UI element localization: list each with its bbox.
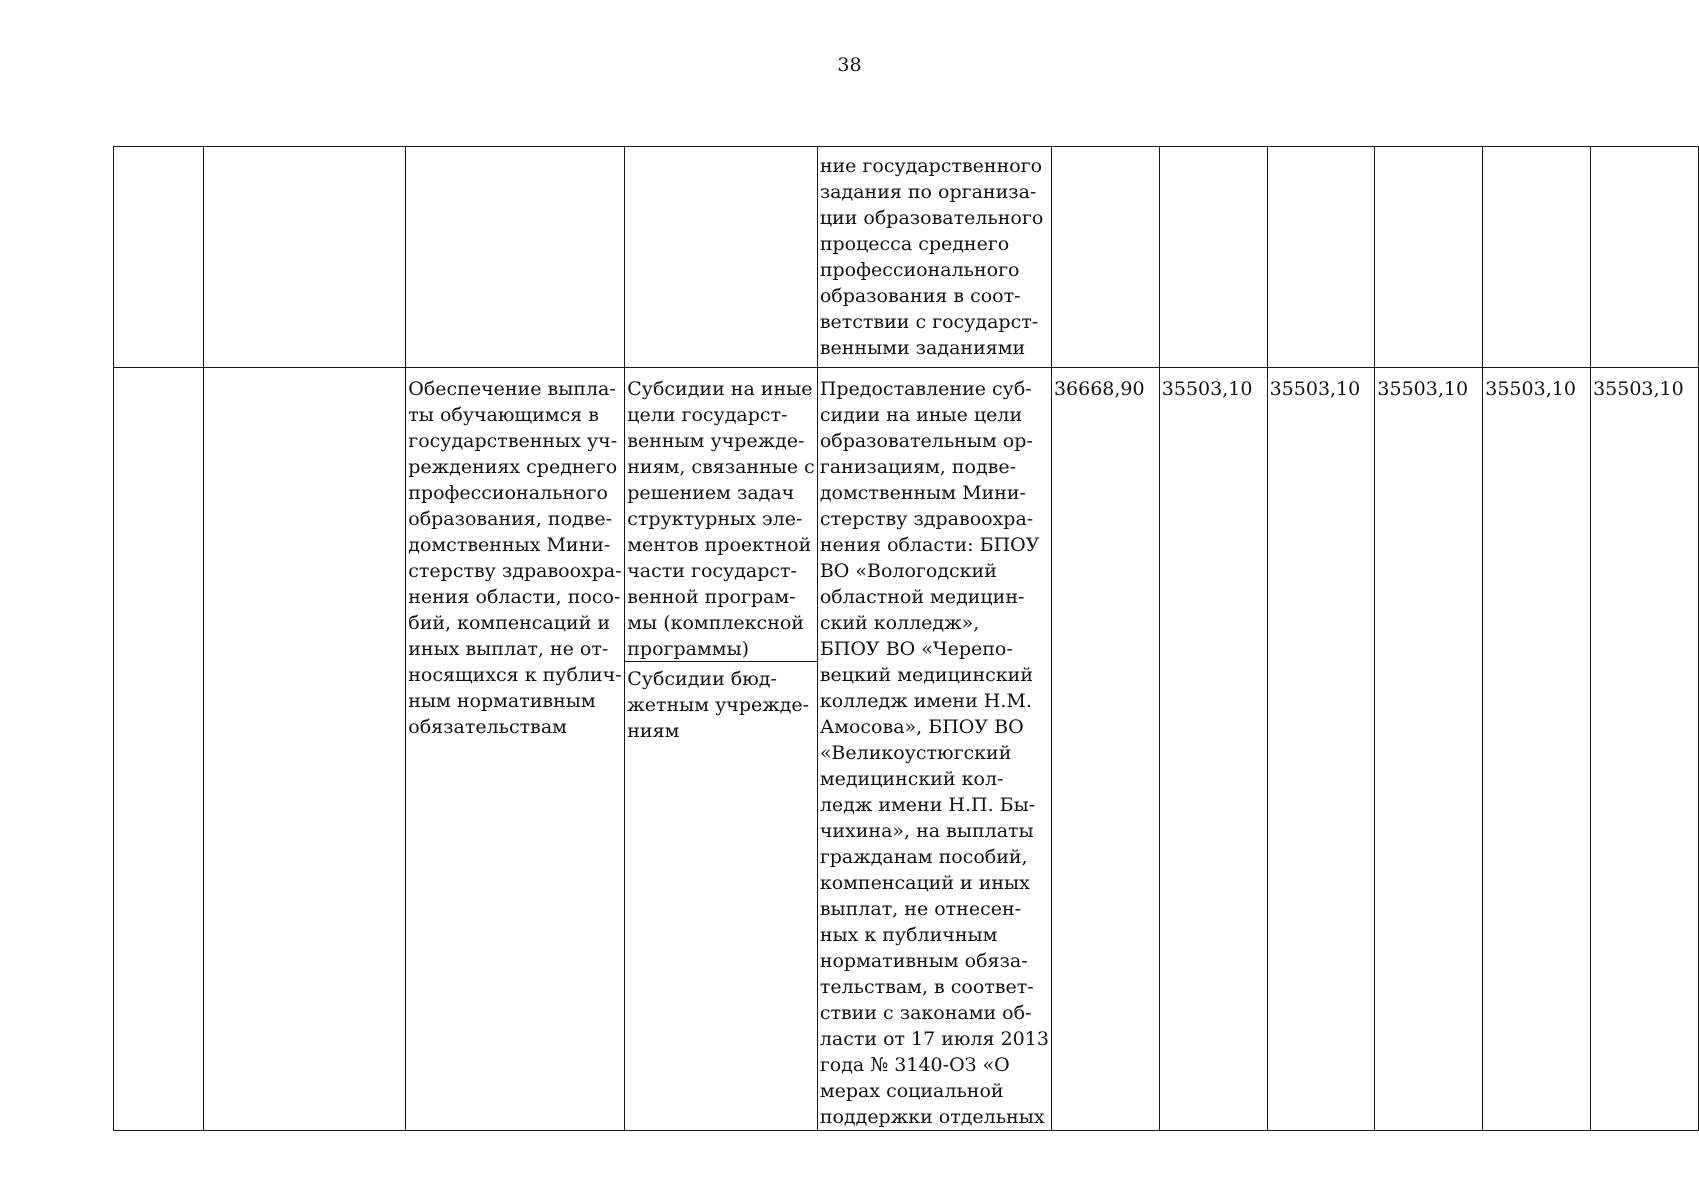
value-cell: 35503,10: [1159, 368, 1267, 1131]
table-row-continued: [114, 147, 1699, 368]
text-line: профессионального: [408, 482, 608, 504]
text-line: ветствии с государст-: [819, 311, 1039, 333]
cell-empty: [1375, 147, 1483, 368]
text-line: чихина», на выплаты: [819, 820, 1034, 842]
text-line: стерству здравоохра-: [819, 508, 1034, 530]
text-line: Субсидии на иные: [627, 378, 813, 400]
cell-empty: [1159, 147, 1267, 368]
text-line: образовательным ор-: [819, 430, 1033, 452]
text-line: ледж имени Н.П. Бы-: [819, 794, 1036, 816]
page-number: 38: [837, 54, 862, 76]
text-line: домственных Мини-: [408, 534, 611, 556]
funding-type-1: [625, 368, 817, 662]
text-line: ласти от 17 июля 2013: [819, 1028, 1049, 1050]
text-line: мерах социальной: [819, 1080, 1004, 1102]
text-line: ниям: [627, 720, 680, 742]
text-line: ствии с законами об-: [819, 1002, 1032, 1024]
text-line: гражданам пособий,: [819, 846, 1028, 868]
text-line: мы (комплексной: [627, 612, 804, 634]
text-line: тельствам, в соответ-: [819, 976, 1034, 998]
cell-empty: [1051, 147, 1159, 368]
text-line: нормативным обяза-: [819, 950, 1028, 972]
event-description-cell: [817, 368, 1051, 1131]
funding-type-2: [625, 662, 817, 744]
cell-empty: [203, 368, 405, 1131]
text-line: выплат, не отнесен-: [819, 898, 1022, 920]
text-line: домственным Мини-: [819, 482, 1026, 504]
text-line: ганизациям, подве-: [819, 456, 1017, 478]
program-table: [113, 146, 1699, 1131]
text-line: БПОУ ВО «Черепо-: [819, 638, 1013, 660]
text-line: нения области: БПОУ: [819, 534, 1040, 556]
text-line: сидии на иные цели: [819, 404, 1023, 426]
text-line: Субсидии бюд-: [627, 668, 777, 690]
text-line: решением задач: [627, 482, 795, 504]
text-line: бий, компенсаций и: [408, 612, 610, 634]
cell-empty: [406, 147, 625, 368]
cell-empty: [1267, 147, 1375, 368]
funding-type-cell: [625, 368, 818, 1131]
text-line: программы): [627, 638, 750, 660]
text-line: Обеспечение выпла-: [408, 378, 616, 400]
text-line: процесса среднего: [819, 233, 1010, 255]
text-line: ментов проектной: [627, 534, 812, 556]
text-line: венным учрежде-: [627, 430, 805, 452]
cell-empty: [1483, 147, 1591, 368]
text-line: года № 3140-ОЗ «О: [819, 1054, 1010, 1076]
text-line: «Великоустюгский: [819, 742, 1012, 764]
table-row-measure: [114, 368, 1699, 1131]
value-cell: 36668,90: [1051, 368, 1159, 1131]
text-line: вецкий медицинский: [819, 664, 1033, 686]
event-description-continued-cell: [817, 147, 1051, 368]
text-line: ты обучающимся в: [408, 404, 599, 426]
text-line: венной програм-: [627, 586, 796, 608]
text-line: части государст-: [627, 560, 797, 582]
text-line: стерству здравоохра-: [408, 560, 622, 582]
text-line: ВО «Вологодский: [819, 560, 997, 582]
text-line: образования в соот-: [819, 285, 1021, 307]
cell-empty: [203, 147, 405, 368]
text-line: задания по организа-: [819, 181, 1037, 203]
cell-empty: [1591, 147, 1699, 368]
text-line: нения области, посо-: [408, 586, 621, 608]
text-line: иных выплат, не от-: [408, 638, 609, 660]
text-line: Предоставление суб-: [819, 378, 1032, 400]
text-line: областной медицин-: [819, 586, 1025, 608]
text-line: ниям, связанные с: [627, 456, 815, 478]
text-line: обязательствам: [408, 716, 567, 738]
value-cell: 35503,10: [1591, 368, 1699, 1131]
text-line: профессионального: [819, 259, 1020, 281]
text-line: колледж имени Н.М.: [819, 690, 1032, 712]
text-line: ский колледж»,: [819, 612, 980, 634]
text-line: жетным учрежде-: [627, 694, 810, 716]
text-line: структурных эле-: [627, 508, 803, 530]
text-line: ным нормативным: [408, 690, 596, 712]
text-line: ние государственного: [819, 155, 1043, 177]
text-line: государственных уч-: [408, 430, 618, 452]
text-line: образования, подве-: [408, 508, 613, 530]
cell-empty: [114, 147, 204, 368]
text-line: носящихся к публич-: [408, 664, 622, 686]
text-line: медицинский кол-: [819, 768, 1004, 790]
cell-empty: [114, 368, 204, 1131]
text-line: венными заданиями: [819, 337, 1026, 359]
text-line: цели государст-: [627, 404, 788, 426]
value-cell: 35503,10: [1267, 368, 1375, 1131]
text-line: Амосова», БПОУ ВО: [819, 716, 1024, 738]
value-cell: 35503,10: [1483, 368, 1591, 1131]
cell-empty: [625, 147, 818, 368]
text-line: компенсаций и иных: [819, 872, 1030, 894]
text-line: реждениях среднего: [408, 456, 618, 478]
text-line: ции образовательного: [819, 207, 1044, 229]
measure-name-cell: [406, 368, 625, 1131]
text-line: поддержки отдельных: [819, 1106, 1045, 1128]
text-line: ных к публичным: [819, 924, 998, 946]
value-cell: 35503,10: [1375, 368, 1483, 1131]
